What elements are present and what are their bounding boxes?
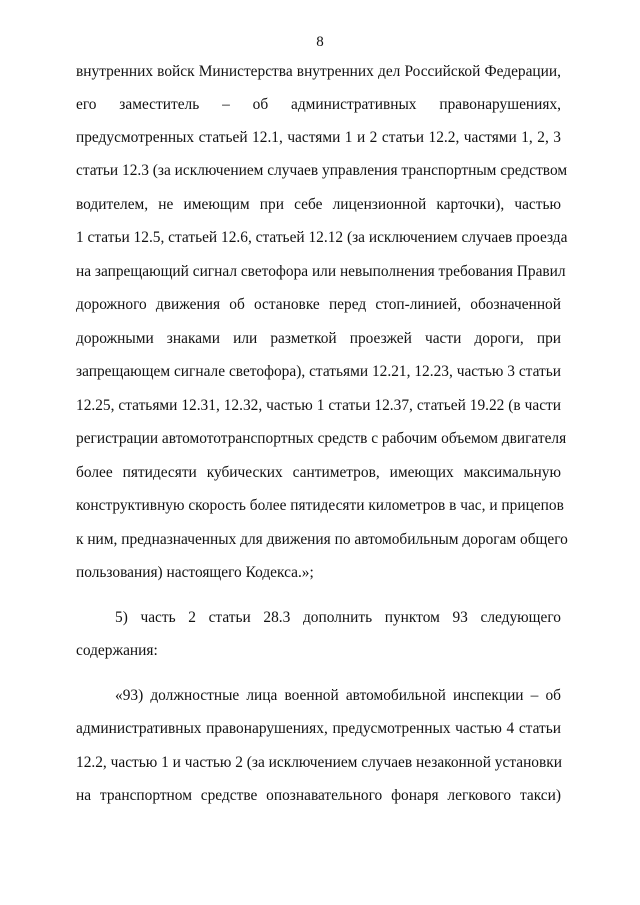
text-line: содержания: — [76, 642, 158, 659]
text-line: административных правонарушениях, предусмотренных частью 4 статьи — [76, 720, 561, 737]
text-line: предусмотренных статьей 12.1, частями 1 и 2 статьи 12.2, частями 1, 2, 3 — [76, 129, 561, 146]
text-line: его заместитель – об административных правонарушениях, — [76, 96, 561, 113]
text-line: пользования) настоящего Кодекса.»; — [76, 564, 314, 581]
text-line: статьи 12.3 (за исключением случаев управления транспортным средством — [76, 162, 568, 179]
text-line: водителем, не имеющим при себе лицензионной карточки), частью — [76, 196, 561, 213]
text-line: внутренних войск Министерства внутренних дел Российской Федерации, — [76, 63, 561, 80]
text-line: к ним, предназначенных для движения по автомобильным дорогам общего — [76, 531, 568, 548]
text-line: 1 статьи 12.5, статьей 12.6, статьей 12.12 (за исключением случаев проезда — [76, 229, 568, 246]
text-line: 5) часть 2 статьи 28.3 дополнить пунктом 93 следующего — [115, 609, 561, 626]
text-line: конструктивную скорость более пятидесяти километров в час, и прицепов — [76, 497, 564, 514]
text-line: дорожными знаками или разметкой проезжей части дороги, при — [76, 330, 561, 347]
text-line: запрещающем сигнале светофора), статьями 12.21, 12.23, частью 3 статьи — [76, 363, 561, 380]
page-number: 8 — [316, 34, 324, 50]
text-line: регистрации автомототранспортных средств с рабочим объемом двигателя — [76, 430, 567, 447]
text-line: дорожного движения об остановке перед стоп-линией, обозначенной — [76, 296, 561, 313]
text-line: «93) должностные лица военной автомобильной инспекции – об — [115, 687, 561, 704]
text-line: 12.25, статьями 12.31, 12.32, частью 1 статьи 12.37, статьей 19.22 (в части — [76, 397, 561, 414]
text-line: на запрещающий сигнал светофора или невыполнения требования Правил — [76, 263, 566, 280]
text-line: на транспортном средстве опознавательного фонаря легкового такси) — [76, 787, 561, 804]
text-line: более пятидесяти кубических сантиметров, имеющих максимальную — [76, 464, 561, 481]
text-line: 12.2, частью 1 и частью 2 (за исключением случаев незаконной установки — [76, 754, 562, 771]
